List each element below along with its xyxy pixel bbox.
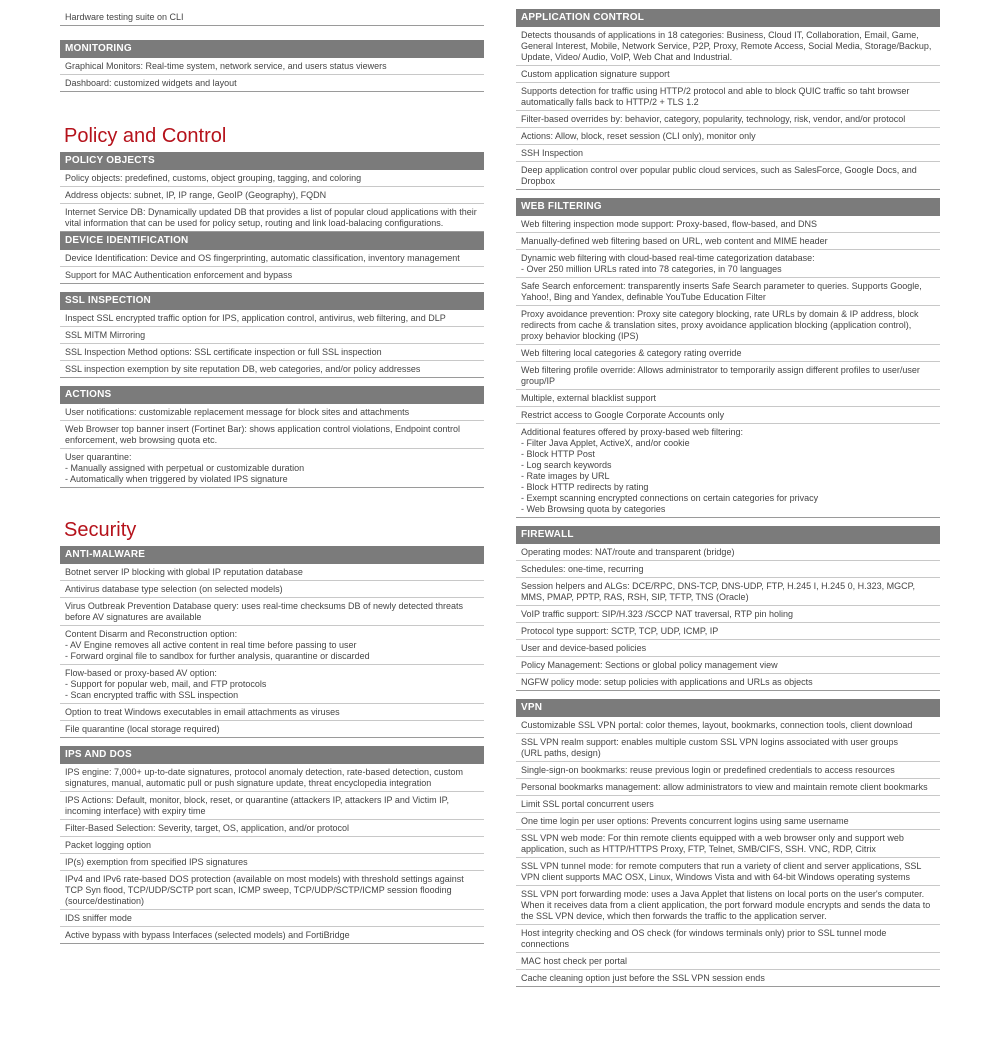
section-title: ANTI-MALWARE xyxy=(60,546,484,564)
feature-row: Internet Service DB: Dynamically updated DB that provides a list of popular cloud applications with their vital information that can be used for policy setup, routing and link load-balacing configurations. xyxy=(60,204,484,232)
feature-row: Single-sign-on bookmarks: reuse previous login or predefined credentials to access resources xyxy=(516,762,940,779)
section-web-filtering xyxy=(516,198,940,518)
feature-row: Web Browser top banner insert (Fortinet Bar): shows application control violations, Endpoint control enforcement, web browsing quota etc. xyxy=(60,421,484,449)
section-ssl-inspection xyxy=(60,292,484,378)
feature-row: Proxy avoidance prevention: Proxy site category blocking, rate URLs by domain & IP address, block redirects from cache & translation sites, proxy avoidance application blocking (application control), proxy behavior blocking (IPS) xyxy=(516,306,940,345)
feature-row: NGFW policy mode: setup policies with applications and URLs as objects xyxy=(516,674,940,691)
feature-row: SSL Inspection Method options: SSL certificate inspection or full SSL inspection xyxy=(60,344,484,361)
section-monitoring xyxy=(60,40,484,92)
section-rows xyxy=(60,250,484,284)
section-title: DEVICE IDENTIFICATION xyxy=(60,232,484,250)
feature-row: SSH Inspection xyxy=(516,145,940,162)
feature-row: SSL VPN port forwarding mode: uses a Java Applet that listens on local ports on the user's computer. When it receives data from a client application, the port forward module encrypts and sends the data to the SSL VPN device, which then forwards the traffic to the application server. xyxy=(516,886,940,925)
feature-row: IPS engine: 7,000+ up-to-date signatures, protocol anomaly detection, rate-based detection, custom signatures, manual, automatic pull or push signature update, threat encyclopedia integration xyxy=(60,764,484,792)
feature-row: SSL VPN tunnel mode: for remote computers that run a variety of client and server applications, SSL VPN client supports MAC OSX, Linux, Windows Vista and with 64-bit Windows operating systems xyxy=(516,858,940,886)
chapter-heading-security: Security xyxy=(64,519,137,541)
feature-row: Actions: Allow, block, reset session (CLI only), monitor only xyxy=(516,128,940,145)
feature-row: Filter-Based Selection: Severity, target, OS, application, and/or protocol xyxy=(60,820,484,837)
section-title: SSL INSPECTION xyxy=(60,292,484,310)
feature-row: User notifications: customizable replacement message for block sites and attachments xyxy=(60,404,484,421)
section-rows xyxy=(60,764,484,944)
left-column xyxy=(60,9,484,944)
section-anti-malware xyxy=(60,546,484,738)
section-rows xyxy=(516,216,940,518)
feature-row: Botnet server IP blocking with global IP reputation database xyxy=(60,564,484,581)
feature-row: Policy objects: predefined, customs, object grouping, tagging, and coloring xyxy=(60,170,484,187)
section-device-identification xyxy=(60,232,484,284)
feature-row: Host integrity checking and OS check (for windows terminals only) prior to SSL tunnel mode connections xyxy=(516,925,940,953)
right-column xyxy=(516,9,940,987)
feature-row: Inspect SSL encrypted traffic option for IPS, application control, antivirus, web filtering, and DLP xyxy=(60,310,484,327)
feature-row: Manually-defined web filtering based on URL, web content and MIME header xyxy=(516,233,940,250)
section-title: APPLICATION CONTROL xyxy=(516,9,940,27)
feature-row: Antivirus database type selection (on selected models) xyxy=(60,581,484,598)
feature-row: Hardware testing suite on CLI xyxy=(60,9,484,26)
section-policy-objects xyxy=(60,152,484,232)
section-title: POLICY OBJECTS xyxy=(60,152,484,170)
feature-row: Multiple, external blacklist support xyxy=(516,390,940,407)
feature-row: Packet logging option xyxy=(60,837,484,854)
section-application-control xyxy=(516,9,940,190)
feature-row: File quarantine (local storage required) xyxy=(60,721,484,738)
feature-row: Additional features offered by proxy-based web filtering: - Filter Java Applet, ActiveX, and/or cookie - Block HTTP Post - Log search keywords - Rate images by URL - Block HTTP redirects by rating - Exempt scanning encrypted connections on certain categories for privacy - Web Browsing quota by categories xyxy=(516,424,940,518)
section-rows xyxy=(60,58,484,92)
section-title: ACTIONS xyxy=(60,386,484,404)
feature-row: Option to treat Windows executables in email attachments as viruses xyxy=(60,704,484,721)
section-rows xyxy=(516,544,940,691)
feature-row: Safe Search enforcement: transparently inserts Safe Search parameter to queries. Supports Google, Yahoo!, Bing and Yandex, definable YouTube Education Filter xyxy=(516,278,940,306)
feature-row: Active bypass with bypass Interfaces (selected models) and FortiBridge xyxy=(60,927,484,944)
section-title: IPS AND DOS xyxy=(60,746,484,764)
feature-row: MAC host check per portal xyxy=(516,953,940,970)
feature-row: IPS Actions: Default, monitor, block, reset, or quarantine (attackers IP, attackers IP and Victim IP, incoming interface) with expiry time xyxy=(60,792,484,820)
feature-row: Support for MAC Authentication enforcement and bypass xyxy=(60,267,484,284)
chapter-heading-policy: Policy and Control xyxy=(64,125,227,147)
feature-row: Filter-based overrides by: behavior, category, popularity, technology, risk, vendor, and/or protocol xyxy=(516,111,940,128)
section-vpn xyxy=(516,699,940,987)
section-title: FIREWALL xyxy=(516,526,940,544)
feature-row: Address objects: subnet, IP, IP range, GeoIP (Geography), FQDN xyxy=(60,187,484,204)
feature-row: VoIP traffic support: SIP/H.323 /SCCP NAT traversal, RTP pin holing xyxy=(516,606,940,623)
feature-row: One time login per user options: Prevents concurrent logins using same username xyxy=(516,813,940,830)
section-firewall xyxy=(516,526,940,691)
feature-row: IDS sniffer mode xyxy=(60,910,484,927)
feature-row: SSL VPN web mode: For thin remote clients equipped with a web browser only and support web application, such as HTTP/HTTPS Proxy, FTP, Telnet, SMB/CIFS, SSH. VNC, RDP, Citrix xyxy=(516,830,940,858)
section-rows xyxy=(60,404,484,488)
section-rows xyxy=(516,717,940,987)
feature-row: Graphical Monitors: Real-time system, network service, and users status viewers xyxy=(60,58,484,75)
section-top-continuation xyxy=(60,9,484,26)
feature-row: Device Identification: Device and OS fingerprinting, automatic classification, inventory management xyxy=(60,250,484,267)
feature-row: Detects thousands of applications in 18 categories: Business, Cloud IT, Collaboration, Email, Game, General Interest, Mobile, Network Service, P2P, Proxy, Remote Access, Social Media, Storage/Backup, Update, Video/ Audio, VoIP, Web Chat and Industrial. xyxy=(516,27,940,66)
section-ips-dos xyxy=(60,746,484,944)
section-rows xyxy=(516,27,940,190)
feature-row: User and device-based policies xyxy=(516,640,940,657)
feature-row: Supports detection for traffic using HTTP/2 protocol and able to block QUIC traffic so taht browser automatically falls back to HTTP/2 + TLS 1.2 xyxy=(516,83,940,111)
feature-row: Session helpers and ALGs: DCE/RPC, DNS-TCP, DNS-UDP, FTP, H.245 I, H.245 0, H.323, MGCP, MMS, PMAP, PPTP, RAS, RSH, SIP, TFTP, TNS (Oracle) xyxy=(516,578,940,606)
feature-row: Web filtering profile override: Allows administrator to temporarily assign different profiles to user/user group/IP xyxy=(516,362,940,390)
section-actions xyxy=(60,386,484,488)
section-title: VPN xyxy=(516,699,940,717)
section-title: MONITORING xyxy=(60,40,484,58)
feature-row: Flow-based or proxy-based AV option: - Support for popular web, mail, and FTP protocols - Scan encrypted traffic with SSL inspection xyxy=(60,665,484,704)
feature-row: User quarantine: - Manually assigned with perpetual or customizable duration - Automatically when triggered by violated IPS signature xyxy=(60,449,484,488)
feature-row: Virus Outbreak Prevention Database query: uses real-time checksums DB of newly detected threats before AV signatures are available xyxy=(60,598,484,626)
feature-row: Custom application signature support xyxy=(516,66,940,83)
feature-row: Web filtering inspection mode support: Proxy-based, flow-based, and DNS xyxy=(516,216,940,233)
feature-row: Content Disarm and Reconstruction option: - AV Engine removes all active content in real time before passing to user - Forward orginal file to sandbox for further analysis, quarantine or discarded xyxy=(60,626,484,665)
feature-row: IPv4 and IPv6 rate-based DOS protection (available on most models) with threshold settings against TCP Syn flood, TCP/UDP/SCTP port scan, ICMP sweep, TCP/UDP/SCTP/ICMP session flooding (source/destination) xyxy=(60,871,484,910)
feature-row: Schedules: one-time, recurring xyxy=(516,561,940,578)
feature-row: Policy Management: Sections or global policy management view xyxy=(516,657,940,674)
section-rows xyxy=(60,170,484,232)
section-title: WEB FILTERING xyxy=(516,198,940,216)
feature-row: IP(s) exemption from specified IPS signatures xyxy=(60,854,484,871)
feature-row: Deep application control over popular public cloud services, such as SalesForce, Google Docs, and Dropbox xyxy=(516,162,940,190)
feature-row: Cache cleaning option just before the SSL VPN session ends xyxy=(516,970,940,987)
feature-row: Restrict access to Google Corporate Accounts only xyxy=(516,407,940,424)
feature-row: Protocol type support: SCTP, TCP, UDP, ICMP, IP xyxy=(516,623,940,640)
feature-row: Operating modes: NAT/route and transparent (bridge) xyxy=(516,544,940,561)
section-rows xyxy=(60,310,484,378)
feature-row: Dashboard: customized widgets and layout xyxy=(60,75,484,92)
section-rows xyxy=(60,564,484,738)
feature-row: Dynamic web filtering with cloud-based real-time categorization database: - Over 250 million URLs rated into 78 categories, in 70 languages xyxy=(516,250,940,278)
feature-row: Limit SSL portal concurrent users xyxy=(516,796,940,813)
feature-row: SSL VPN realm support: enables multiple custom SSL VPN logins associated with user groups (URL paths, design) xyxy=(516,734,940,762)
feature-row: SSL MITM Mirroring xyxy=(60,327,484,344)
feature-row: SSL inspection exemption by site reputation DB, web categories, and/or policy addresses xyxy=(60,361,484,378)
feature-row: Personal bookmarks management: allow administrators to view and maintain remote client bookmarks xyxy=(516,779,940,796)
feature-row: Web filtering local categories & category rating override xyxy=(516,345,940,362)
feature-row: Customizable SSL VPN portal: color themes, layout, bookmarks, connection tools, client download xyxy=(516,717,940,734)
